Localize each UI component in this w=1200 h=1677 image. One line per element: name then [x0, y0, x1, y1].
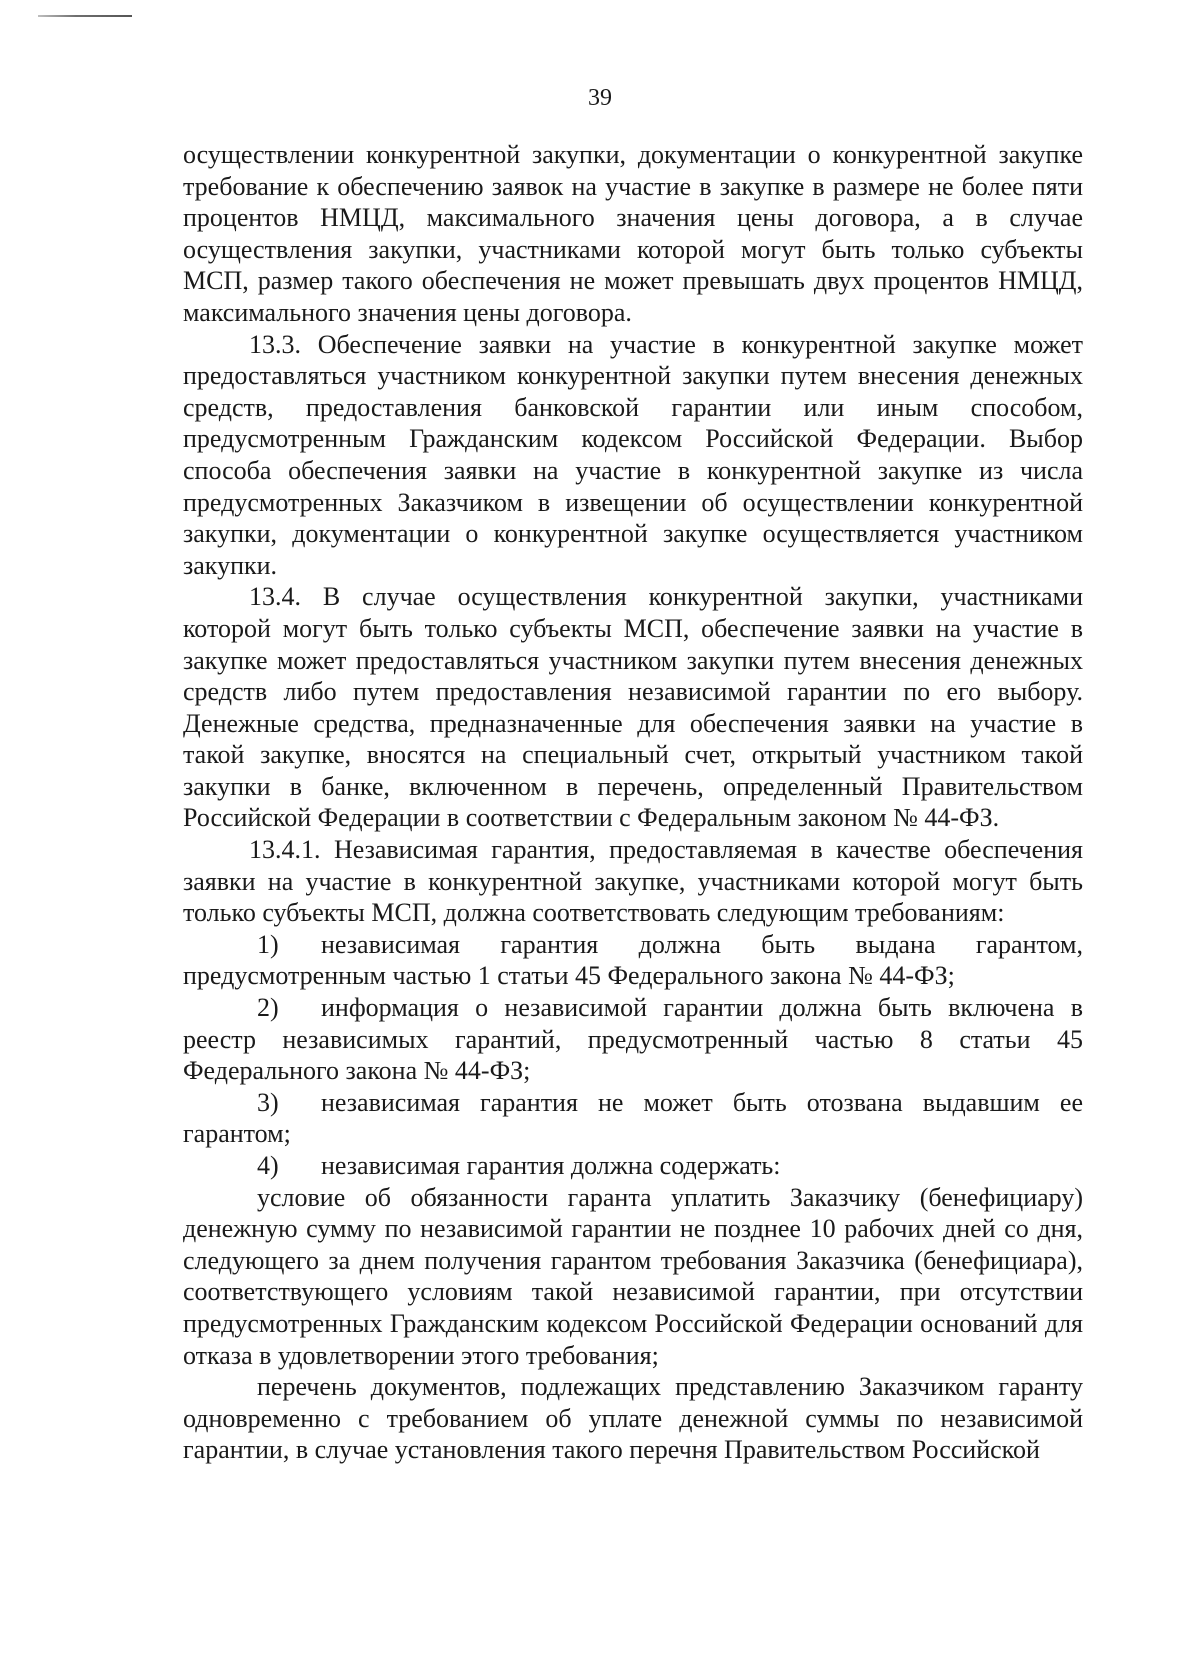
list-item — [183, 1150, 1083, 1182]
document-body — [183, 139, 1083, 1466]
list-item-number: 4) — [257, 1151, 279, 1180]
paragraph-continuation: осуществлении конкурентной закупки, документации о конкурентной закупке требование к обеспечению заявок на участие в закупке в размере не более пяти процентов НМЦД, максимального значения цены договора, а в случае осуществления закупки, участниками которой могут быть только субъекты МСП, размер такого обеспечения не может превышать двух процентов НМЦД, максимального значения цены договора. — [183, 140, 1083, 327]
list-item-text: независимая гарантия должна быть выдана гарантом, предусмотренным частью 1 статьи 45 Федерального закона № 44-ФЗ; — [183, 929, 1083, 991]
page-number: 39 — [588, 85, 612, 111]
list-item-text: независимая гарантия должна содержать: — [321, 1151, 781, 1180]
scan-artifact-line — [38, 15, 132, 17]
list-item-text: независимая гарантия не может быть отозвана выдавшим ее гарантом; — [183, 1087, 1083, 1149]
sub-paragraph-documents-list: перечень документов, подлежащих представлению Заказчиком гаранту одновременно с требованием об уплате денежной суммы по независимой гарантии, в случае установления такого перечня Правительством Российской — [183, 1372, 1083, 1465]
sub-paragraph-payment-condition: условие об обязанности гаранта уплатить Заказчику (бенефициару) денежную сумму по независимой гарантии не позднее 10 рабочих дней со дня, следующего за днем получения гарантом требования Заказчика (бенефициара), соответствующего условиям такой независимой гарантии, при отсутствии предусмотренных Гражданским кодексом Российской Федерации оснований для отказа в удовлетворении этого требования; — [183, 1182, 1083, 1370]
list-item-number: 2) — [257, 993, 279, 1023]
list-item — [183, 992, 1083, 1087]
paragraph-13-4-1: 13.4.1. Независимая гарантия, предоставляемая в качестве обеспечения заявки на участие в конкурентной закупке, участниками которой могут быть только субъекты МСП, должна соответствовать следующим требованиям: — [183, 835, 1083, 928]
paragraph-13-4: 13.4. В случае осуществления конкурентной закупки, участниками которой могут быть только субъекты МСП, обеспечение заявки на участие в закупке может предоставляться участником закупки путем внесения денежных средств либо путем предоставления независимой гарантии по его выбору. Денежные средства, предназначенные для обеспечения заявки на участие в такой закупке, вносятся на специальный счет, открытый участником такой закупки в банке, включенном в перечень, определенный Правительством Российской Федерации в соответствии с Федеральным законом № 44-ФЗ. — [183, 582, 1083, 833]
paragraph-13-3: 13.3. Обеспечение заявки на участие в конкурентной закупке может предоставляться участником конкурентной закупки путем внесения денежных средств, предоставления банковской гарантии или иным способом, предусмотренным Гражданским кодексом Российской Федерации. Выбор способа обеспечения заявки на участие в конкурентной закупке из числа предусмотренных Заказчиком в извещении об осуществлении конкурентной закупки, документации о конкурентной закупке осуществляется участником закупки. — [183, 329, 1083, 580]
list-item-text: информация о независимой гарантии должна быть включена в реестр независимых гарантий, предусмотренный частью 8 статьи 45 Федерального закона № 44-ФЗ; — [183, 993, 1083, 1086]
list-item — [183, 1087, 1083, 1150]
list-item — [183, 929, 1083, 992]
list-item-number: 1) — [257, 929, 279, 959]
list-item-number: 3) — [257, 1087, 279, 1117]
